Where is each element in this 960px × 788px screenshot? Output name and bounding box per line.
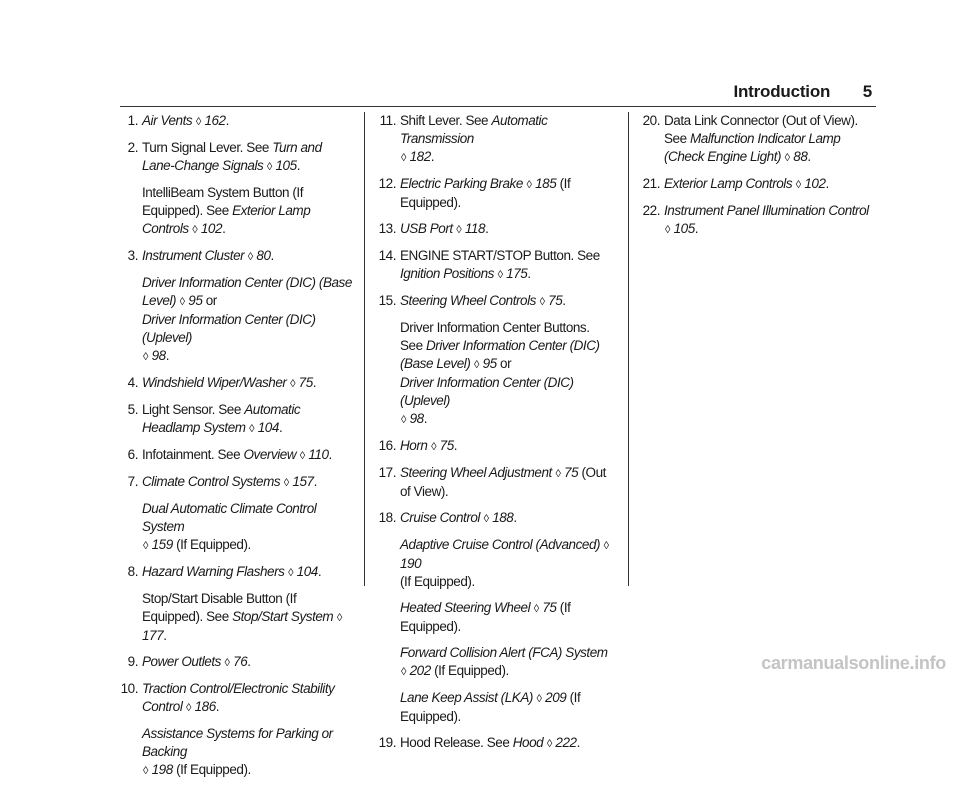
cross-reference[interactable]: Ignition Positions [400, 266, 494, 281]
cross-reference[interactable]: 162 [204, 113, 226, 128]
legend-entry [114, 112, 352, 131]
entry-text: (If Equipped). [400, 574, 475, 589]
entry-text: (If Equipped). [400, 600, 571, 634]
entry-subitem [142, 500, 352, 555]
entry-number: 13. [378, 221, 396, 236]
cross-reference[interactable]: Adaptive Cruise Control (Advanced) [400, 537, 601, 552]
cross-reference[interactable]: 102 [200, 221, 223, 236]
page-ref-icon: ◊ [183, 702, 194, 714]
cross-reference[interactable]: Climate Control Systems [142, 474, 281, 489]
entry-body [400, 292, 610, 311]
cross-reference[interactable]: Exterior Lamp Controls [142, 203, 311, 236]
page-ref-icon: ◊ [793, 179, 804, 191]
page-ref-icon: ◊ [471, 359, 482, 371]
entry-text: . [312, 375, 317, 390]
cross-reference[interactable]: 75 [548, 293, 563, 308]
cross-reference[interactable]: Instrument Panel Illumination Control [664, 203, 869, 218]
page-ref-icon: ◊ [401, 414, 409, 426]
entry-text: Stop/Start Disable Button (If Equipped). See [142, 591, 297, 624]
entry-number: 18. [378, 510, 396, 525]
legend-entry [114, 446, 352, 465]
entry-number: 2. [127, 140, 138, 155]
entry-text: Hood Release. See [400, 735, 513, 750]
entry-text: Infotainment. See [142, 447, 244, 462]
entry-text: . [807, 149, 811, 164]
header-rule [120, 106, 876, 107]
page-ref-icon: ◊ [536, 296, 548, 308]
entry-text: . [485, 221, 489, 236]
cross-reference[interactable]: 209 [545, 690, 567, 705]
entry-number: 14. [378, 248, 396, 263]
legend-entry [372, 247, 610, 284]
entry-body [142, 374, 352, 393]
entry-text: (If Equipped). [400, 690, 581, 724]
legend-entry [114, 401, 352, 438]
column-1 [114, 112, 352, 788]
entry-body [400, 734, 610, 753]
cross-reference[interactable]: 80 [256, 248, 271, 263]
cross-reference[interactable]: 175 [506, 266, 528, 281]
cross-reference[interactable]: 105 [275, 158, 297, 173]
legend-entry [114, 680, 352, 780]
page-ref-icon: ◊ [246, 423, 257, 435]
page-ref-icon: ◊ [264, 161, 275, 173]
cross-reference[interactable]: 177 [142, 628, 164, 643]
entry-body [400, 112, 610, 167]
entry-text: . [165, 348, 170, 363]
cross-reference[interactable]: Automatic Transmission [400, 113, 548, 146]
page-ref-icon: ◊ [193, 116, 204, 128]
legend-entry [636, 202, 874, 239]
entry-body [400, 437, 610, 456]
page-ref-icon: ◊ [665, 224, 673, 236]
cross-reference[interactable]: Cruise Control [400, 510, 480, 525]
entry-text: (If Equipped). [172, 762, 251, 777]
cross-reference[interactable]: 104 [257, 420, 279, 435]
entry-number: 19. [378, 735, 396, 750]
cross-reference[interactable]: Instrument Cluster [142, 248, 245, 263]
entry-body [142, 247, 352, 266]
cross-reference[interactable]: Heated Steering Wheel [400, 600, 531, 615]
entry-text: . [163, 628, 167, 643]
entry-text: . [313, 474, 317, 489]
cross-reference[interactable]: Assistance Systems for Parking or Backing [142, 726, 333, 759]
cross-reference[interactable]: Overview [243, 447, 297, 462]
entry-body [142, 563, 352, 582]
cross-reference[interactable]: Automatic Headlamp System [142, 402, 301, 435]
cross-reference[interactable]: 75 [439, 438, 454, 453]
entry-text: . [423, 411, 428, 426]
page-ref-icon: ◊ [334, 612, 342, 624]
entry-text: . [215, 699, 220, 714]
page-ref-icon: ◊ [177, 296, 188, 308]
entry-body [142, 680, 352, 717]
cross-reference[interactable]: Hazard Warning Flashers [142, 564, 285, 579]
cross-reference[interactable]: 105 [673, 221, 695, 236]
cross-reference[interactable]: 202 [409, 663, 431, 678]
entry-text: (If Equipped). [430, 663, 509, 678]
legend-entry [372, 292, 610, 429]
entry-body [400, 247, 610, 284]
entry-text: . [527, 266, 531, 281]
section-title: Introduction [733, 82, 831, 101]
entry-number: 21. [642, 176, 660, 191]
entry-number: 8. [127, 564, 138, 579]
entry-text: ENGINE START/STOP Button. See [400, 248, 600, 263]
entry-number: 5. [127, 402, 138, 417]
page-ref-icon: ◊ [533, 693, 545, 705]
entry-number: 6. [127, 447, 138, 462]
cross-reference[interactable]: Stop/Start System [232, 609, 334, 624]
page-ref-icon: ◊ [552, 468, 564, 480]
page-ref-icon: ◊ [221, 657, 233, 669]
cross-reference[interactable]: 182 [409, 149, 431, 164]
legend-entry [372, 734, 610, 753]
cross-reference[interactable]: Malfunction Indicator Lamp (Check Engine Light) [664, 131, 841, 164]
entry-text: . [562, 293, 566, 308]
page-ref-icon: ◊ [297, 450, 308, 462]
entry-body [142, 401, 352, 438]
page-ref-icon: ◊ [428, 441, 439, 453]
legend-entry [114, 247, 352, 366]
cross-reference[interactable]: Lane Keep Assist (LKA) [400, 690, 533, 705]
entry-text: (If Equipped). [400, 176, 571, 210]
entry-body [664, 175, 874, 194]
cross-reference[interactable]: 102 [804, 176, 826, 191]
cross-reference[interactable]: Driver Information Center (DIC) (Uplevel) [400, 375, 574, 408]
entry-subitem [142, 184, 352, 239]
entry-number: 17. [378, 465, 396, 480]
cross-reference[interactable]: Driver Information Center (DIC) (Base Level) [142, 275, 352, 308]
page-ref-icon: ◊ [523, 179, 535, 191]
entry-body [664, 202, 874, 239]
entry-text: IntelliBeam System Button (If Equipped). See [142, 185, 304, 218]
cross-reference[interactable]: 159 [151, 537, 173, 552]
entry-text: Data Link Connector (Out of View). See [664, 113, 858, 146]
entry-text: . [247, 654, 251, 669]
legend-entry [372, 464, 610, 501]
entry-subitem [400, 599, 610, 636]
entry-text: . [225, 113, 229, 128]
page-ref-icon: ◊ [401, 152, 409, 164]
entry-body [400, 464, 610, 501]
cross-reference[interactable]: Traction Control/Electronic Stability Control [142, 681, 335, 714]
cross-reference[interactable]: 95 [188, 293, 203, 308]
cross-reference[interactable]: Power Outlets [142, 654, 221, 669]
cross-reference[interactable]: Electric Parking Brake [400, 176, 523, 191]
entry-number: 12. [378, 176, 396, 191]
entry-text: (Out of View). [400, 465, 606, 499]
cross-reference[interactable]: 98 [151, 348, 166, 363]
cross-reference[interactable]: 88 [793, 149, 808, 164]
page-ref-icon: ◊ [494, 269, 506, 281]
entry-text: . [825, 176, 829, 191]
cross-reference[interactable]: 76 [233, 654, 248, 669]
entry-number: 10. [120, 681, 138, 696]
entry-number: 9. [127, 654, 138, 669]
entry-number: 1. [127, 113, 138, 128]
cross-reference[interactable]: Air Vents [142, 113, 193, 128]
entry-text: Turn Signal Lever. See [142, 140, 273, 155]
cross-reference[interactable]: Hood [512, 735, 544, 750]
page-ref-icon: ◊ [453, 224, 464, 236]
entry-subitem [400, 319, 610, 429]
watermark: carmanualsonline.info [761, 653, 946, 673]
page-ref-icon: ◊ [782, 152, 793, 164]
entry-body [400, 220, 610, 239]
entry-text: . [296, 158, 300, 173]
entry-number: 20. [642, 113, 660, 128]
legend-entry [636, 112, 874, 167]
legend-entry [114, 139, 352, 239]
legend-entry [114, 473, 352, 555]
page-ref-icon: ◊ [143, 765, 151, 777]
entry-body [142, 112, 352, 131]
cross-reference[interactable]: Windshield Wiper/Washer [142, 375, 287, 390]
entry-body [400, 509, 610, 528]
legend-entry [114, 563, 352, 645]
cross-reference[interactable]: Driver Information Center (DIC) (Uplevel) [142, 312, 316, 345]
entry-body [142, 473, 352, 492]
page-header [733, 82, 872, 102]
page-ref-icon: ◊ [189, 224, 200, 236]
entry-subitem [142, 274, 352, 366]
cross-reference[interactable]: 118 [464, 221, 486, 236]
cross-reference[interactable]: 190 [400, 556, 422, 571]
legend-entry [372, 112, 610, 167]
entry-text: . [278, 420, 283, 435]
cross-reference[interactable]: Turn and Lane-Change Signals [142, 140, 322, 173]
cross-reference[interactable]: 95 [482, 356, 497, 371]
entry-text: (If Equipped). [172, 537, 251, 552]
entry-number: 4. [127, 375, 138, 390]
entry-text: . [430, 149, 435, 164]
cross-reference[interactable]: Steering Wheel Controls [400, 293, 536, 308]
page-ref-icon: ◊ [601, 540, 609, 552]
entry-body [142, 446, 352, 465]
page-ref-icon: ◊ [531, 603, 542, 615]
cross-reference[interactable]: 186 [194, 699, 216, 714]
cross-reference[interactable]: 75 [542, 600, 557, 615]
legend-entry [372, 220, 610, 239]
entry-text: Shift Lever. See [400, 113, 492, 128]
entry-text: . [222, 221, 226, 236]
cross-reference[interactable]: 75 [564, 465, 579, 480]
cross-reference[interactable]: 110 [308, 447, 329, 462]
entry-number: 7. [127, 474, 138, 489]
entry-subitem [400, 689, 610, 726]
page-ref-icon: ◊ [480, 513, 492, 525]
cross-reference[interactable]: 104 [296, 564, 318, 579]
entry-number: 11. [379, 113, 396, 128]
entry-body [400, 175, 610, 212]
cross-reference[interactable]: Driver Information Center (DIC) (Base Level) [400, 338, 600, 371]
cross-reference[interactable]: 198 [151, 762, 173, 777]
entry-text: . [270, 248, 274, 263]
entry-text: Driver Information Center Buttons. See [400, 320, 590, 353]
entry-text: . [317, 564, 322, 579]
cross-reference[interactable]: Dual Automatic Climate Control System [142, 501, 317, 534]
legend-entry [372, 509, 610, 726]
cross-reference[interactable]: Forward Collision Alert (FCA) System [400, 645, 608, 660]
column-divider [628, 112, 629, 586]
column-divider [364, 112, 365, 586]
legend-entry [372, 175, 610, 212]
entry-number: 16. [378, 438, 396, 453]
page-ref-icon: ◊ [544, 738, 555, 750]
entry-text: or [202, 293, 217, 308]
legend-entry [372, 437, 610, 456]
entry-text: . [576, 735, 580, 750]
page-number: 5 [862, 82, 872, 101]
entry-number: 15. [378, 293, 396, 308]
cross-reference[interactable]: Horn [400, 438, 428, 453]
cross-reference[interactable]: 98 [409, 411, 424, 426]
cross-reference[interactable]: 188 [492, 510, 514, 525]
cross-reference[interactable]: 75 [298, 375, 313, 390]
page-ref-icon: ◊ [281, 477, 292, 489]
cross-reference[interactable]: Exterior Lamp Controls [664, 176, 793, 191]
cross-reference[interactable]: Steering Wheel Adjustment [400, 465, 552, 480]
entry-body [142, 139, 352, 176]
entry-number: 3. [127, 248, 138, 263]
cross-reference[interactable]: 185 [535, 176, 557, 191]
page-ref-icon: ◊ [287, 378, 298, 390]
entry-body [664, 112, 874, 167]
cross-reference[interactable]: 222 [555, 735, 577, 750]
page-ref-icon: ◊ [143, 540, 151, 552]
cross-reference[interactable]: USB Port [400, 221, 453, 236]
entry-subitem [142, 725, 352, 780]
page-ref-icon: ◊ [245, 251, 256, 263]
entry-text: Light Sensor. See [142, 402, 245, 417]
cross-reference[interactable]: 157 [292, 474, 314, 489]
entry-text: . [328, 447, 332, 462]
legend-entry [114, 374, 352, 393]
page-ref-icon: ◊ [401, 666, 409, 678]
entry-subitem [400, 536, 610, 591]
page-ref-icon: ◊ [285, 567, 296, 579]
entry-text: . [453, 438, 458, 453]
entry-text: . [513, 510, 517, 525]
entry-subitem [142, 590, 352, 645]
legend-entry [636, 175, 874, 194]
entry-text: . [694, 221, 699, 236]
entry-number: 22. [642, 203, 660, 218]
entry-text: or [496, 356, 512, 371]
page-ref-icon: ◊ [143, 351, 151, 363]
column-3 [636, 112, 874, 247]
